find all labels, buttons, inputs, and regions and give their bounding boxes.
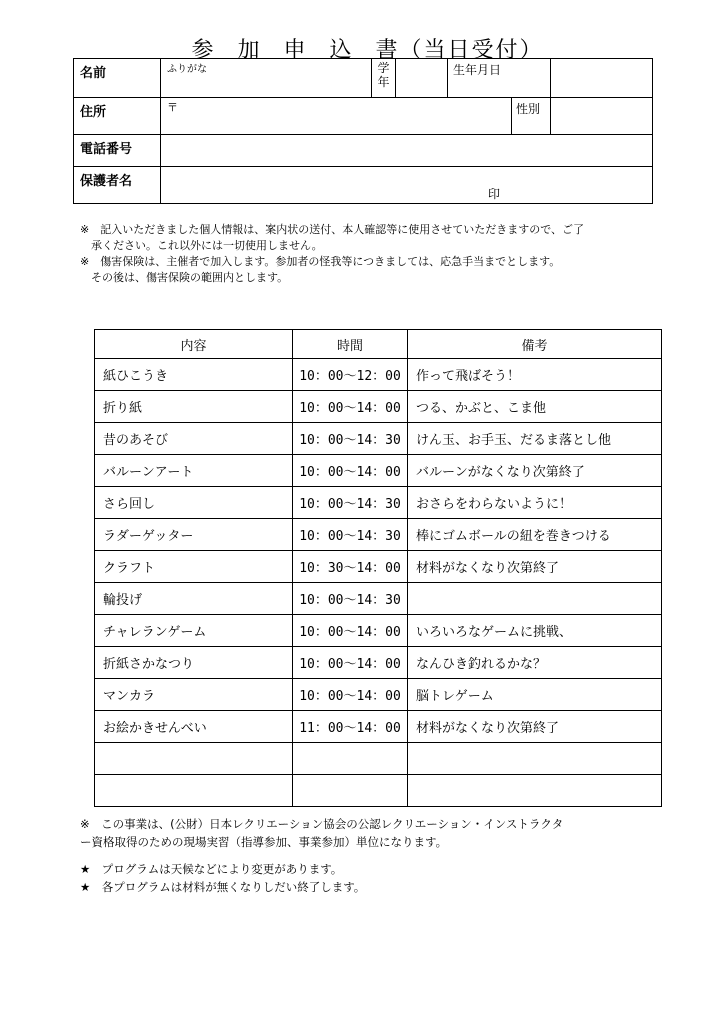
program-name-cell: ラダーゲッター — [95, 519, 293, 551]
program-remarks-cell — [408, 775, 662, 807]
table-row — [95, 775, 662, 807]
program-notices — [80, 860, 660, 896]
table-row — [95, 679, 662, 711]
table-row — [95, 711, 662, 743]
table-row — [95, 455, 662, 487]
birthday-field[interactable] — [551, 59, 653, 98]
guardian-label: 保護者名 — [74, 167, 161, 204]
notice-line: ★ プログラムは天候などにより変更があります。 — [80, 862, 343, 876]
program-remarks-cell: つる、かぶと、こま他 — [408, 391, 662, 423]
program-remarks-cell: おさらをわらないように！ — [408, 487, 662, 519]
name-label: 名前 — [74, 59, 161, 98]
program-name-cell: チャレランゲーム — [95, 615, 293, 647]
program-time-cell: 11：00～14：00 — [293, 711, 408, 743]
program-time-cell: 10：00～14：00 — [293, 679, 408, 711]
program-time-cell: 10：30～14：00 — [293, 551, 408, 583]
footnote-line: ※ この事業は、(公財）日本レクリエーション協会の公認レクリエーション・インストラクタ — [80, 817, 564, 831]
footnote — [80, 815, 660, 851]
program-time-cell: 10：00～14：30 — [293, 583, 408, 615]
phone-label: 電話番号 — [74, 135, 161, 167]
registration-form — [73, 58, 653, 204]
title-char: 参 — [191, 38, 216, 63]
title-char: 書 — [375, 38, 400, 63]
seal-mark: 印 — [488, 187, 501, 201]
address-field[interactable] — [161, 98, 512, 135]
program-remarks-cell — [408, 743, 662, 775]
program-remarks-cell: 作って飛ばそう！ — [408, 359, 662, 391]
name-field[interactable] — [161, 59, 372, 98]
table-row — [95, 487, 662, 519]
note-line: ※ 傷害保険は、主催者で加入します。参加者の怪我等につきましては、応急手当までとします。 — [80, 255, 561, 268]
address-label: 住所 — [74, 98, 161, 135]
table-row — [95, 551, 662, 583]
program-name-cell: さら回し — [95, 487, 293, 519]
table-row — [95, 391, 662, 423]
table-row — [95, 423, 662, 455]
program-time-cell: 10：00～14：00 — [293, 455, 408, 487]
program-time-cell — [293, 775, 408, 807]
program-remarks-cell: バルーンがなくなり次第終了 — [408, 455, 662, 487]
program-table — [94, 329, 662, 807]
program-name-cell: 紙ひこうき — [95, 359, 293, 391]
program-remarks-cell: いろいろなゲームに挑戦、 — [408, 615, 662, 647]
program-time-cell: 10：00～14：00 — [293, 615, 408, 647]
program-time-cell: 10：00～12：00 — [293, 359, 408, 391]
program-remarks-cell: なんひき釣れるかな？ — [408, 647, 662, 679]
grade-label: 学 年 — [372, 59, 396, 98]
program-name-cell: バルーンアート — [95, 455, 293, 487]
guardian-field[interactable] — [161, 167, 653, 204]
program-time-cell: 10：00～14：00 — [293, 391, 408, 423]
program-name-cell: 輪投げ — [95, 583, 293, 615]
table-row — [95, 615, 662, 647]
phone-field[interactable] — [161, 135, 653, 167]
program-time-cell: 10：00～14：30 — [293, 423, 408, 455]
program-time-cell — [293, 743, 408, 775]
program-time-cell: 10：00～14：30 — [293, 519, 408, 551]
program-name-cell — [95, 743, 293, 775]
footnote-line: ー資格取得のための現場実習（指導参加、事業参加）単位になります。 — [80, 835, 448, 849]
gender-label: 性別 — [512, 98, 551, 135]
program-remarks-cell — [408, 583, 662, 615]
birthday-label: 生年月日 — [448, 59, 551, 98]
table-row — [95, 519, 662, 551]
program-time-cell: 10：00～14：00 — [293, 647, 408, 679]
note-line: 承ください。これ以外には一切使用しません。 — [80, 239, 323, 252]
program-remarks-cell: 棒にゴムボールの紐を巻きつける — [408, 519, 662, 551]
title-char: 加 — [237, 38, 262, 63]
header-time: 時間 — [293, 330, 408, 359]
program-name-cell: お絵かきせんべい — [95, 711, 293, 743]
note-line: ※ 記入いただきました個人情報は、案内状の送付、本人確認等に使用させていただきますので、ご了 — [80, 223, 584, 236]
table-row — [95, 583, 662, 615]
program-remarks-cell: けん玉、お手玉、だるま落とし他 — [408, 423, 662, 455]
privacy-notes — [80, 222, 650, 286]
furigana-label: ふりがな — [167, 64, 207, 75]
gender-field[interactable] — [551, 98, 653, 135]
notice-line: ★ 各プログラムは材料が無くなりしだい終了します。 — [80, 880, 366, 894]
note-line: その後は、傷害保険の範囲内とします。 — [80, 271, 289, 284]
table-row — [95, 647, 662, 679]
program-time-cell: 10：00～14：30 — [293, 487, 408, 519]
program-name-cell: 折紙さかなつり — [95, 647, 293, 679]
program-name-cell — [95, 775, 293, 807]
program-remarks-cell: 材料がなくなり次第終了 — [408, 551, 662, 583]
title-suffix: （当日受付） — [399, 38, 544, 63]
program-name-cell: 昔のあそび — [95, 423, 293, 455]
program-name-cell: マンカラ — [95, 679, 293, 711]
table-row — [95, 359, 662, 391]
grade-field[interactable] — [396, 59, 448, 98]
title-char: 込 — [329, 38, 354, 63]
header-remarks: 備考 — [408, 330, 662, 359]
program-name-cell: 折り紙 — [95, 391, 293, 423]
program-remarks-cell: 脳トレゲーム — [408, 679, 662, 711]
program-remarks-cell: 材料がなくなり次第終了 — [408, 711, 662, 743]
title-char: 申 — [283, 38, 308, 63]
header-content: 内容 — [95, 330, 293, 359]
postal-mark: 〒 — [167, 101, 178, 114]
program-name-cell: クラフト — [95, 551, 293, 583]
table-row — [95, 743, 662, 775]
